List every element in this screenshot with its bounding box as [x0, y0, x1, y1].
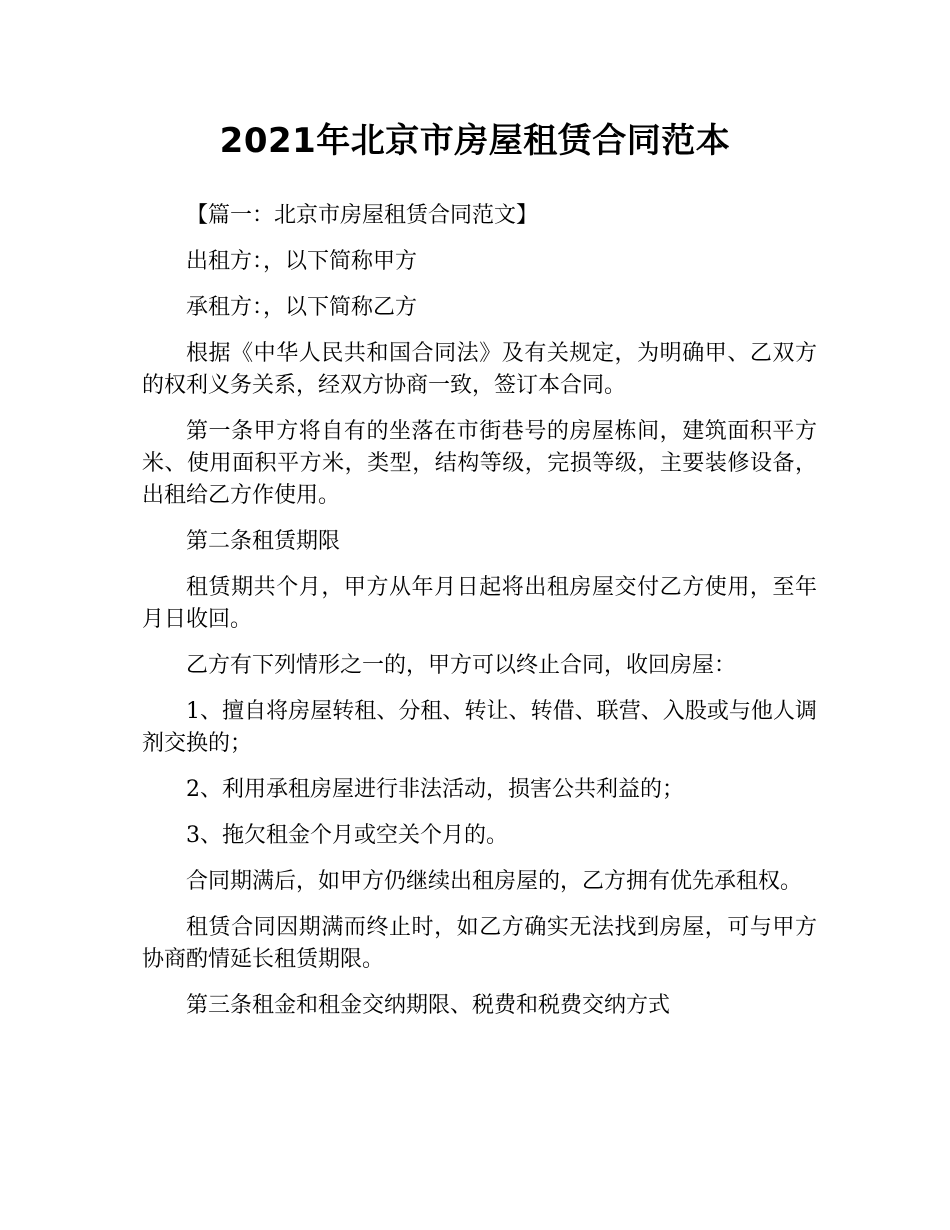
- lease-term-paragraph: 租赁期共个月，甲方从年月日起将出租房屋交付乙方使用，至年月日收回。: [142, 575, 817, 632]
- renewal-priority-paragraph: 合同期满后，如甲方仍继续出租房屋的，乙方拥有优先承租权。: [186, 869, 803, 894]
- preamble-paragraph: 根据《中华人民共和国合同法》及有关规定，为明确甲、乙双方的权利义务关系，经双方协商一致，签订本合同。: [142, 341, 817, 398]
- condition-item-1: 1、擅自将房屋转租、分租、转让、转借、联营、入股或与他人调剂交换的；: [142, 699, 817, 756]
- extension-paragraph: 租赁合同因期满而终止时，如乙方确实无法找到房屋，可与甲方协商酌情延长租赁期限。: [142, 915, 817, 972]
- article-three-heading: 第三条租金和租金交纳期限、税费和税费交纳方式: [186, 993, 671, 1018]
- article-one-paragraph: 第一条甲方将自有的坐落在市街巷号的房屋栋间，建筑面积平方米、使用面积平方米，类型，结构等级，完损等级，主要装修设备，出租给乙方作使用。: [142, 419, 817, 508]
- document-body: [142, 200, 817, 1036]
- lessor-line: 出租方：，以下简称甲方: [186, 249, 418, 274]
- lessee-line: 承租方：，以下简称乙方: [186, 295, 418, 320]
- document-title: 2021年北京市房屋租赁合同范本: [219, 121, 731, 161]
- section-heading-part-one: 【篇一：北京市房屋租赁合同范文】: [186, 203, 539, 228]
- article-two-heading: 第二条租赁期限: [186, 529, 341, 554]
- termination-conditions-intro: 乙方有下列情形之一的，甲方可以终止合同，收回房屋：: [186, 653, 737, 678]
- condition-item-3: 3、拖欠租金个月或空关个月的。: [186, 823, 508, 848]
- condition-item-2: 2、利用承租房屋进行非法活动，损害公共利益的；: [186, 777, 684, 802]
